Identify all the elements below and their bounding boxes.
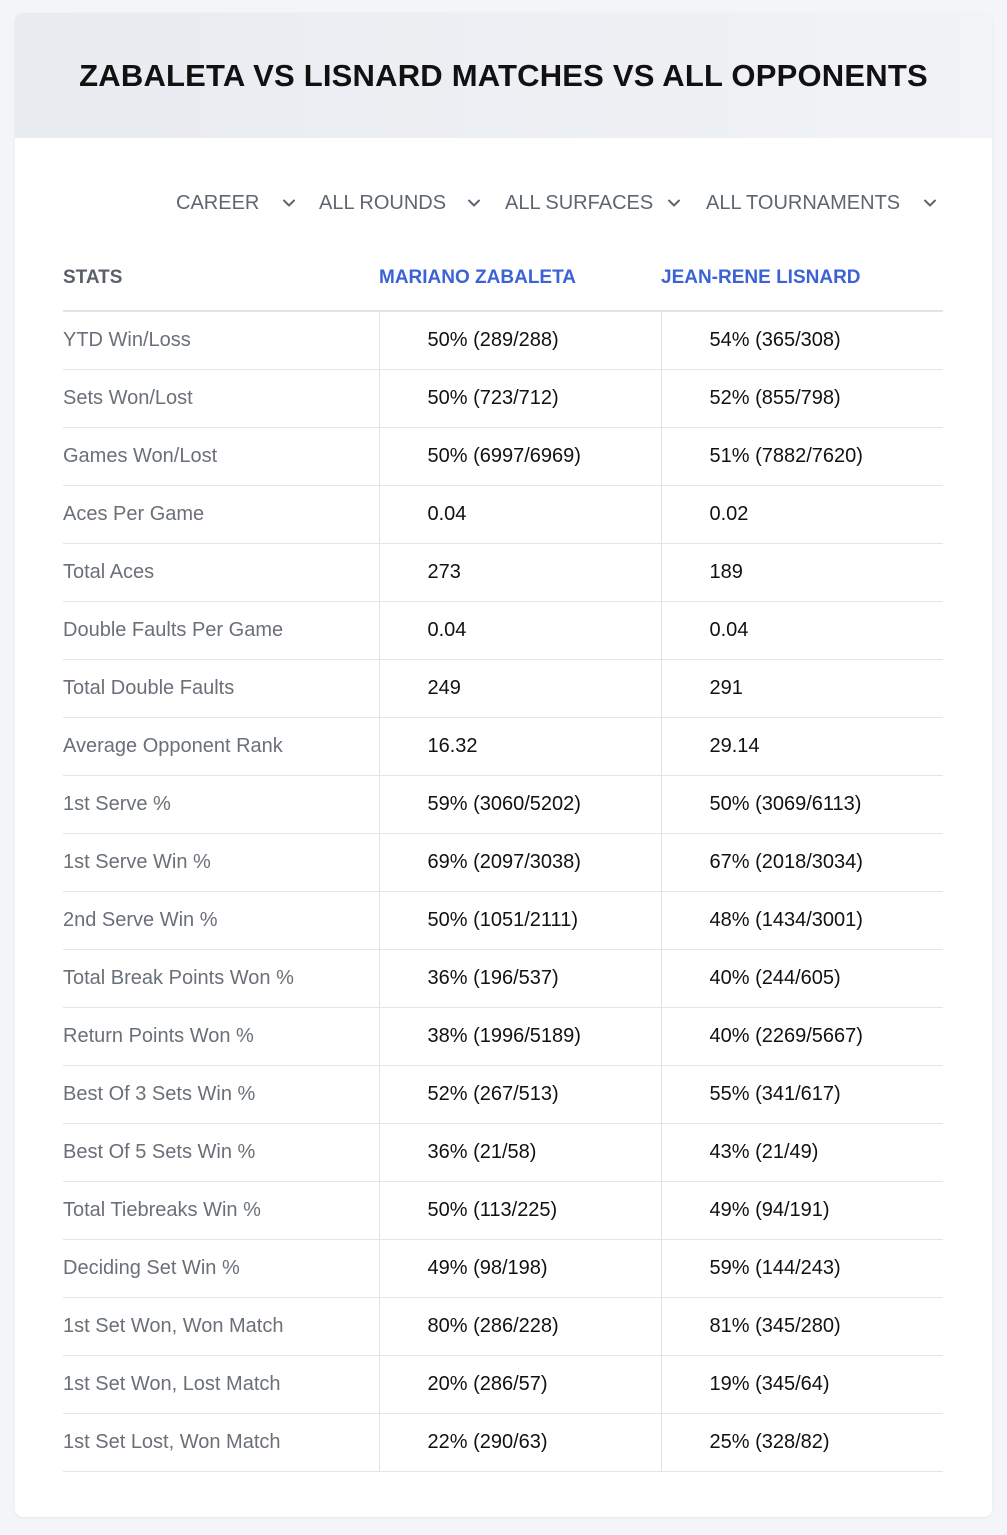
player-two-value-cell: 67% (2018/3034) [661, 834, 943, 892]
table-row [63, 1066, 943, 1124]
player-two-value-cell: 51% (7882/7620) [661, 428, 943, 486]
chevron-down-icon [465, 194, 483, 212]
filter-label: ALL SURFACES [505, 191, 654, 214]
player-one-value-cell: 69% (2097/3038) [379, 834, 661, 892]
filter-bar [15, 183, 992, 223]
stat-name-cell: Sets Won/Lost [63, 370, 379, 428]
player-one-value-cell: 50% (113/225) [379, 1182, 661, 1240]
table-row [63, 718, 943, 776]
filter-rounds-dropdown[interactable] [319, 183, 483, 223]
stat-name-cell: 1st Set Won, Won Match [63, 1298, 379, 1356]
filter-label: ALL TOURNAMENTS [706, 191, 901, 214]
table-row [63, 660, 943, 718]
stat-name-cell: 1st Serve Win % [63, 834, 379, 892]
filter-label: ALL ROUNDS [319, 191, 447, 214]
player-one-value-cell: 50% (289/288) [379, 311, 661, 370]
player-one-value-cell: 20% (286/57) [379, 1356, 661, 1414]
player-one-value-cell: 59% (3060/5202) [379, 776, 661, 834]
player-one-value-cell: 80% (286/228) [379, 1298, 661, 1356]
table-row [63, 1008, 943, 1066]
stat-name-cell: Games Won/Lost [63, 428, 379, 486]
player-two-value-cell: 48% (1434/3001) [661, 892, 943, 950]
player-two-value-cell: 189 [661, 544, 943, 602]
player-one-value-cell: 50% (1051/2111) [379, 892, 661, 950]
player-one-value-cell: 49% (98/198) [379, 1240, 661, 1298]
stat-name-cell: 1st Set Won, Lost Match [63, 1356, 379, 1414]
player-one-value-cell: 50% (723/712) [379, 370, 661, 428]
table-row [63, 776, 943, 834]
player-one-value-cell: 36% (21/58) [379, 1124, 661, 1182]
stat-name-cell: Return Points Won % [63, 1008, 379, 1066]
stat-name-cell: Total Double Faults [63, 660, 379, 718]
chevron-down-icon [280, 194, 298, 212]
table-row [63, 892, 943, 950]
table-row [63, 834, 943, 892]
table-row [63, 1414, 943, 1472]
stat-name-cell: YTD Win/Loss [63, 311, 379, 370]
card-header [15, 13, 992, 138]
player-one-value-cell: 249 [379, 660, 661, 718]
stat-name-cell: Aces Per Game [63, 486, 379, 544]
stat-name-cell: Total Tiebreaks Win % [63, 1182, 379, 1240]
player-one-value-cell: 273 [379, 544, 661, 602]
table-row [63, 486, 943, 544]
player-two-value-cell: 25% (328/82) [661, 1414, 943, 1472]
player-one-value-cell: 50% (6997/6969) [379, 428, 661, 486]
player-one-value-cell: 0.04 [379, 486, 661, 544]
player-two-value-cell: 0.02 [661, 486, 943, 544]
filter-career-dropdown[interactable] [176, 183, 298, 223]
table-row [63, 370, 943, 428]
filter-tournaments-dropdown[interactable] [706, 183, 939, 223]
stat-name-cell: 2nd Serve Win % [63, 892, 379, 950]
table-row [63, 1182, 943, 1240]
player-one-value-cell: 52% (267/513) [379, 1066, 661, 1124]
player-two-value-cell: 81% (345/280) [661, 1298, 943, 1356]
stat-name-cell: Double Faults Per Game [63, 602, 379, 660]
table-row [63, 1356, 943, 1414]
player-two-value-cell: 49% (94/191) [661, 1182, 943, 1240]
stat-name-cell: 1st Set Lost, Won Match [63, 1414, 379, 1472]
player-two-value-cell: 40% (244/605) [661, 950, 943, 1008]
stat-name-cell: Deciding Set Win % [63, 1240, 379, 1298]
player-two-value-cell: 59% (144/243) [661, 1240, 943, 1298]
filter-surfaces-dropdown[interactable] [505, 183, 683, 223]
stat-name-cell: Best Of 3 Sets Win % [63, 1066, 379, 1124]
player-one-value-cell: 0.04 [379, 602, 661, 660]
chevron-down-icon [665, 194, 683, 212]
player-two-value-cell: 54% (365/308) [661, 311, 943, 370]
player-one-value-cell: 38% (1996/5189) [379, 1008, 661, 1066]
stats-comparison-table [63, 246, 943, 1472]
player-two-value-cell: 43% (21/49) [661, 1124, 943, 1182]
table-row [63, 428, 943, 486]
stats-column-header: STATS [63, 246, 379, 311]
player-two-value-cell: 52% (855/798) [661, 370, 943, 428]
stat-name-cell: Total Aces [63, 544, 379, 602]
stat-name-cell: Total Break Points Won % [63, 950, 379, 1008]
player-two-value-cell: 291 [661, 660, 943, 718]
player-two-value-cell: 19% (345/64) [661, 1356, 943, 1414]
stats-card [15, 13, 992, 1517]
table-row [63, 1240, 943, 1298]
player-two-value-cell: 50% (3069/6113) [661, 776, 943, 834]
chevron-down-icon [921, 194, 939, 212]
player-two-value-cell: 40% (2269/5667) [661, 1008, 943, 1066]
table-body [63, 311, 943, 1472]
player-two-value-cell: 29.14 [661, 718, 943, 776]
stat-name-cell: 1st Serve % [63, 776, 379, 834]
table-row [63, 1298, 943, 1356]
player-one-header[interactable]: MARIANO ZABALETA [379, 246, 661, 311]
table-row [63, 311, 943, 370]
stat-name-cell: Best Of 5 Sets Win % [63, 1124, 379, 1182]
player-one-value-cell: 36% (196/537) [379, 950, 661, 1008]
page-title: ZABALETA VS LISNARD MATCHES VS ALL OPPONENTS [79, 57, 928, 93]
filter-label: CAREER [176, 191, 260, 214]
table-row [63, 602, 943, 660]
table-row [63, 950, 943, 1008]
player-one-value-cell: 22% (290/63) [379, 1414, 661, 1472]
player-one-value-cell: 16.32 [379, 718, 661, 776]
player-two-value-cell: 55% (341/617) [661, 1066, 943, 1124]
player-two-value-cell: 0.04 [661, 602, 943, 660]
table-row [63, 1124, 943, 1182]
table-header-row [63, 246, 943, 311]
player-two-header[interactable]: JEAN-RENE LISNARD [661, 246, 943, 311]
table-row [63, 544, 943, 602]
stat-name-cell: Average Opponent Rank [63, 718, 379, 776]
